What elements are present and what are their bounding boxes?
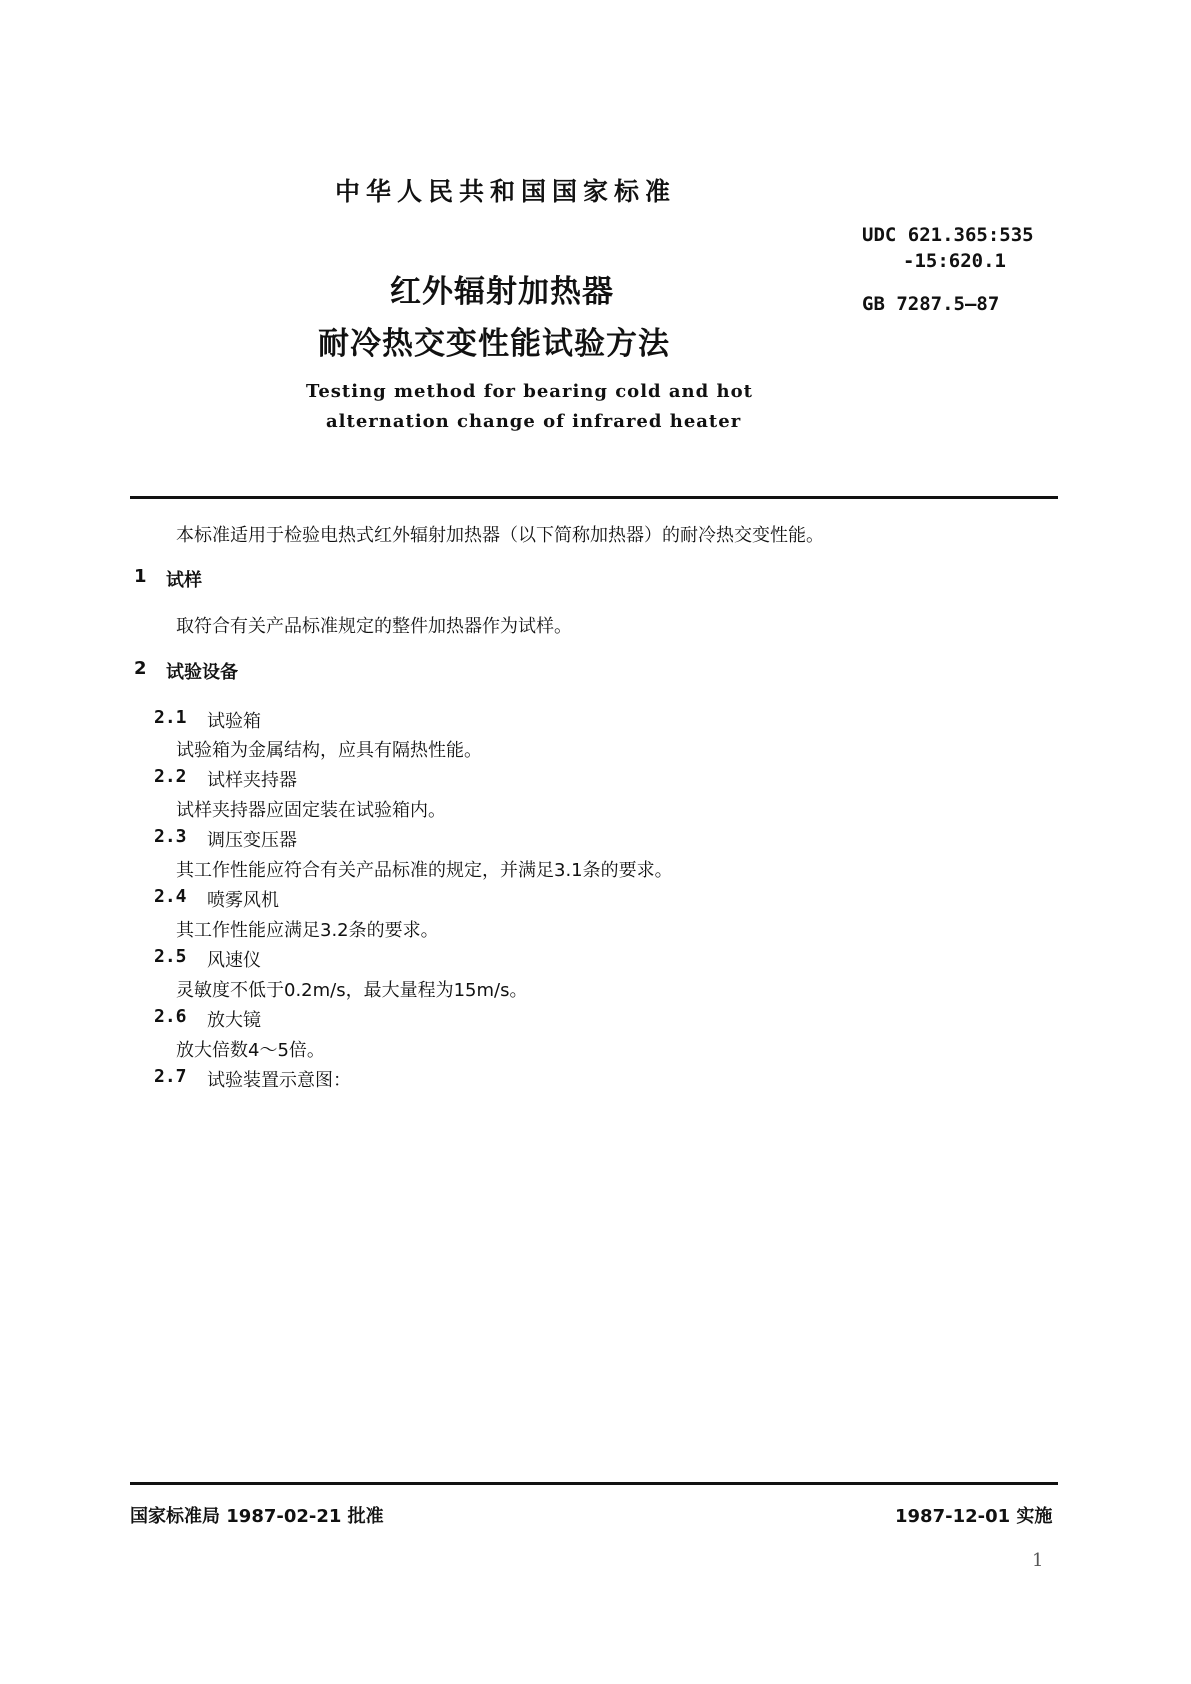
- header-rule: [130, 496, 1058, 499]
- item-2-3-title: 调压变压器: [207, 830, 297, 851]
- item-2-6-number: 2.6: [154, 1006, 187, 1027]
- item-2-6-text: 放大倍数4～5倍。: [176, 1040, 325, 1061]
- item-2-1-number: 2.1: [154, 707, 187, 728]
- title-cn-line2: 耐冷热交变性能试验方法: [318, 326, 670, 362]
- item-2-2-text: 试样夹持器应固定装在试验箱内。: [176, 800, 446, 821]
- title-cn-line1: 红外辐射加热器: [390, 274, 614, 310]
- intro-paragraph: 本标准适用于检验电热式红外辐射加热器（以下简称加热器）的耐冷热交变性能。: [176, 525, 824, 546]
- item-2-5-title: 风速仪: [207, 950, 261, 971]
- footer-rule: [130, 1482, 1058, 1485]
- agency-heading: 中华人民共和国国家标准: [335, 177, 677, 206]
- item-2-6-title: 放大镜: [207, 1010, 261, 1031]
- section-1-title: 试样: [166, 570, 202, 591]
- effective-date: 1987-12-01 实施: [895, 1506, 1053, 1527]
- item-2-5-text: 灵敏度不低于0.2m/s，最大量程为15m/s。: [176, 980, 528, 1001]
- udc-code-line1: UDC 621.365:535: [862, 224, 1034, 246]
- section-1-number: 1: [134, 566, 147, 587]
- udc-code-line2: -15:620.1: [903, 250, 1006, 272]
- item-2-2-title: 试样夹持器: [207, 770, 297, 791]
- section-2-number: 2: [134, 658, 147, 679]
- gb-number: GB 7287.5—87: [862, 293, 1000, 315]
- page-number: 1: [1032, 1550, 1044, 1571]
- item-2-1-text: 试验箱为金属结构，应具有隔热性能。: [176, 740, 482, 761]
- item-2-1-title: 试验箱: [207, 711, 261, 732]
- item-2-5-number: 2.5: [154, 946, 187, 967]
- item-2-3-text: 其工作性能应符合有关产品标准的规定，并满足3.1条的要求。: [176, 860, 673, 881]
- item-2-3-number: 2.3: [154, 826, 187, 847]
- approval-date: 国家标准局 1987-02-21 批准: [130, 1506, 384, 1527]
- item-2-4-number: 2.4: [154, 886, 187, 907]
- item-2-4-text: 其工作性能应满足3.2条的要求。: [176, 920, 439, 941]
- section-1-text: 取符合有关产品标准规定的整件加热器作为试样。: [176, 616, 572, 637]
- section-2-title: 试验设备: [166, 662, 238, 683]
- item-2-4-title: 喷雾风机: [207, 890, 279, 911]
- item-2-2-number: 2.2: [154, 766, 187, 787]
- item-2-7-number: 2.7: [154, 1066, 187, 1087]
- item-2-7-title: 试验装置示意图：: [207, 1070, 351, 1091]
- title-en-line1: Testing method for bearing cold and hot: [306, 381, 753, 402]
- title-en-line2: alternation change of infrared heater: [326, 411, 742, 432]
